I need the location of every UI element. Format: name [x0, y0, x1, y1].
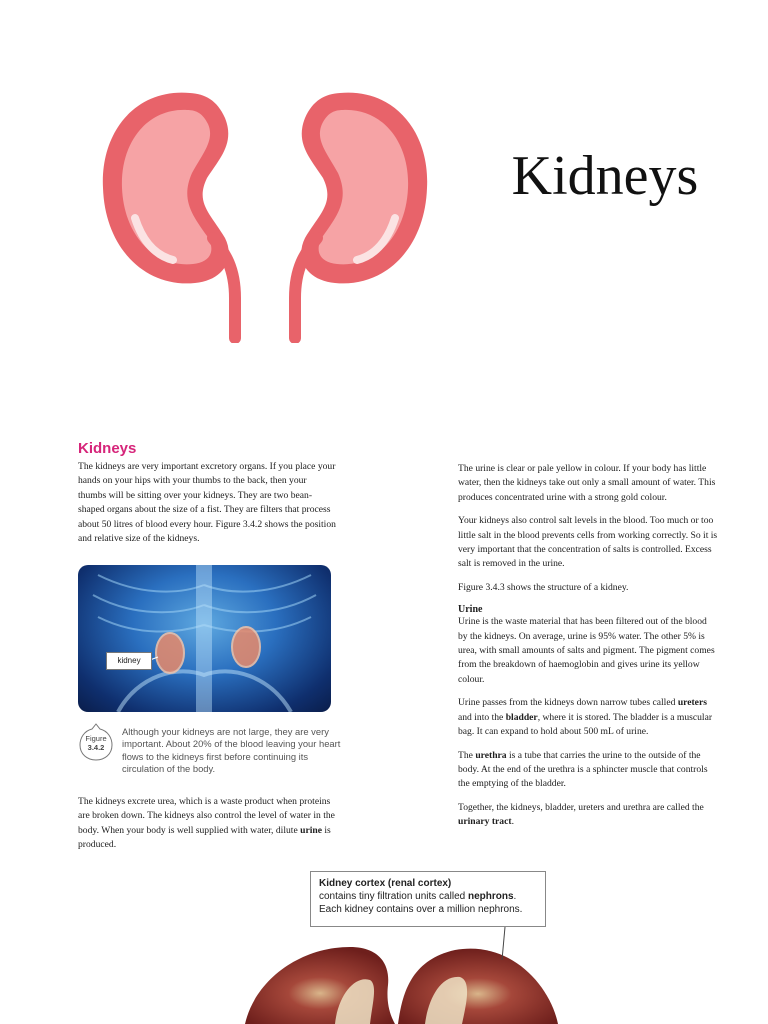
text-run: contains tiny filtration units called: [319, 891, 468, 902]
bold-term-nephrons: nephrons: [467, 891, 514, 902]
paragraph-urea: [78, 795, 336, 853]
page-title: Kidneys: [511, 145, 699, 207]
spine: [196, 565, 212, 712]
rib-line: [204, 575, 311, 592]
kidney-half-right: [398, 949, 558, 1024]
left-column-bottom: [78, 795, 336, 853]
figure-number: [78, 734, 114, 752]
paragraph-urine-colour: The urine is clear or pale yellow in colour. If your body has little water, then the kidneys take out only a small amount of water. This produces concentrated urine with a strong gold colour.: [458, 463, 716, 503]
body-xray-image: [78, 565, 331, 712]
rib-line: [93, 595, 204, 612]
rib-line: [98, 617, 204, 632]
text-run: and into the: [458, 711, 506, 723]
kidney-cross-section-image: [240, 925, 560, 1024]
left-column-top: [78, 460, 336, 546]
text-run: .: [511, 816, 514, 828]
kidney-callout-label: kidney: [106, 652, 152, 670]
bold-term-ureters: ureters: [677, 697, 707, 709]
pointer-line: [502, 927, 505, 960]
cortex-line-2: Each kidney contains over a million nephrons.: [319, 904, 523, 915]
rib-line: [204, 617, 311, 632]
cortex-line-1: [319, 890, 537, 903]
text-run: Together, the kidneys, bladder, ureters and urethra are called the: [458, 801, 704, 813]
text-run: is produced.: [78, 824, 331, 851]
text-run: , where it is stored. The bladder is a muscular bag. It can expand to hold about 500 mL of urine.: [458, 711, 713, 738]
xray-left-kidney: [156, 633, 184, 673]
text-run: Urine passes from the kidneys down narrow tubes called: [458, 697, 678, 709]
paragraph-urethra: [458, 749, 718, 792]
section-heading: Kidneys: [78, 440, 137, 457]
figure-label: Figure: [85, 734, 107, 743]
text-run: is a tube that carries the urine to the outside of the body. At the end of the urethra is a sphincter muscle that controls the emptying of the bladder.: [458, 749, 708, 790]
subheading-urine: Urine: [458, 604, 483, 616]
xray-right-kidney: [232, 627, 260, 667]
kidneys-icon: [95, 88, 435, 343]
rib-line: [204, 595, 316, 612]
bold-term-urethra: urethra: [475, 749, 507, 761]
paragraph-ureters: [458, 696, 718, 739]
figure-id: 3.4.2: [87, 743, 105, 752]
right-column: [458, 462, 718, 839]
bold-term-urinary-tract: urinary tract: [458, 816, 512, 828]
paragraph-urinary-tract: [458, 801, 718, 830]
figure-caption: Although your kidneys are not large, they are very important. About 20% of the blood leaving your heart flows to the kidneys first before continuing its circulation of the body.: [122, 726, 341, 775]
paragraph-intro: The kidneys are very important excretory organs. If you place your hands on your hips with your thumbs to the back, then your thumbs will be sitting over your kidneys. They are two bean-shaped organs about the size of a fist. They are filters that process about 50 litres of blood every hour. Figure 3.4.2 shows the position and relative size of the kidneys.: [78, 461, 336, 545]
paragraph-salt: Your kidneys also control salt levels in the blood. Too much or too little salt in the blood prevents cells from working correctly. So it is very important that the concentration of salts is controlled. Excess salt is removed in the urine.: [458, 515, 718, 570]
paragraph-urine: Urine is the waste material that has been filtered out of the blood by the kidneys. On average, urine is 95% water. The other 5% is urea, with small amounts of salts and pigment. The pigment comes from the breakdown of haemoglobin and gives urine its yellow colour.: [458, 616, 715, 685]
text-run: The kidneys excrete urea, which is a waste product when proteins are broken down. The kidneys also control the level of water in the body. When your body is well supplied with water, dilute: [78, 796, 335, 836]
text-run: The: [458, 749, 476, 761]
cortex-title: Kidney cortex (renal cortex): [319, 878, 452, 889]
paragraph-figure-ref: Figure 3.4.3 shows the structure of a kidney.: [458, 581, 629, 593]
bold-term-bladder: bladder: [505, 711, 538, 723]
xray-illustration: [78, 565, 331, 712]
bold-term-urine: urine: [300, 824, 322, 836]
cortex-label-box: [310, 871, 546, 927]
rib-line: [98, 575, 204, 592]
text-run: .: [513, 891, 517, 902]
